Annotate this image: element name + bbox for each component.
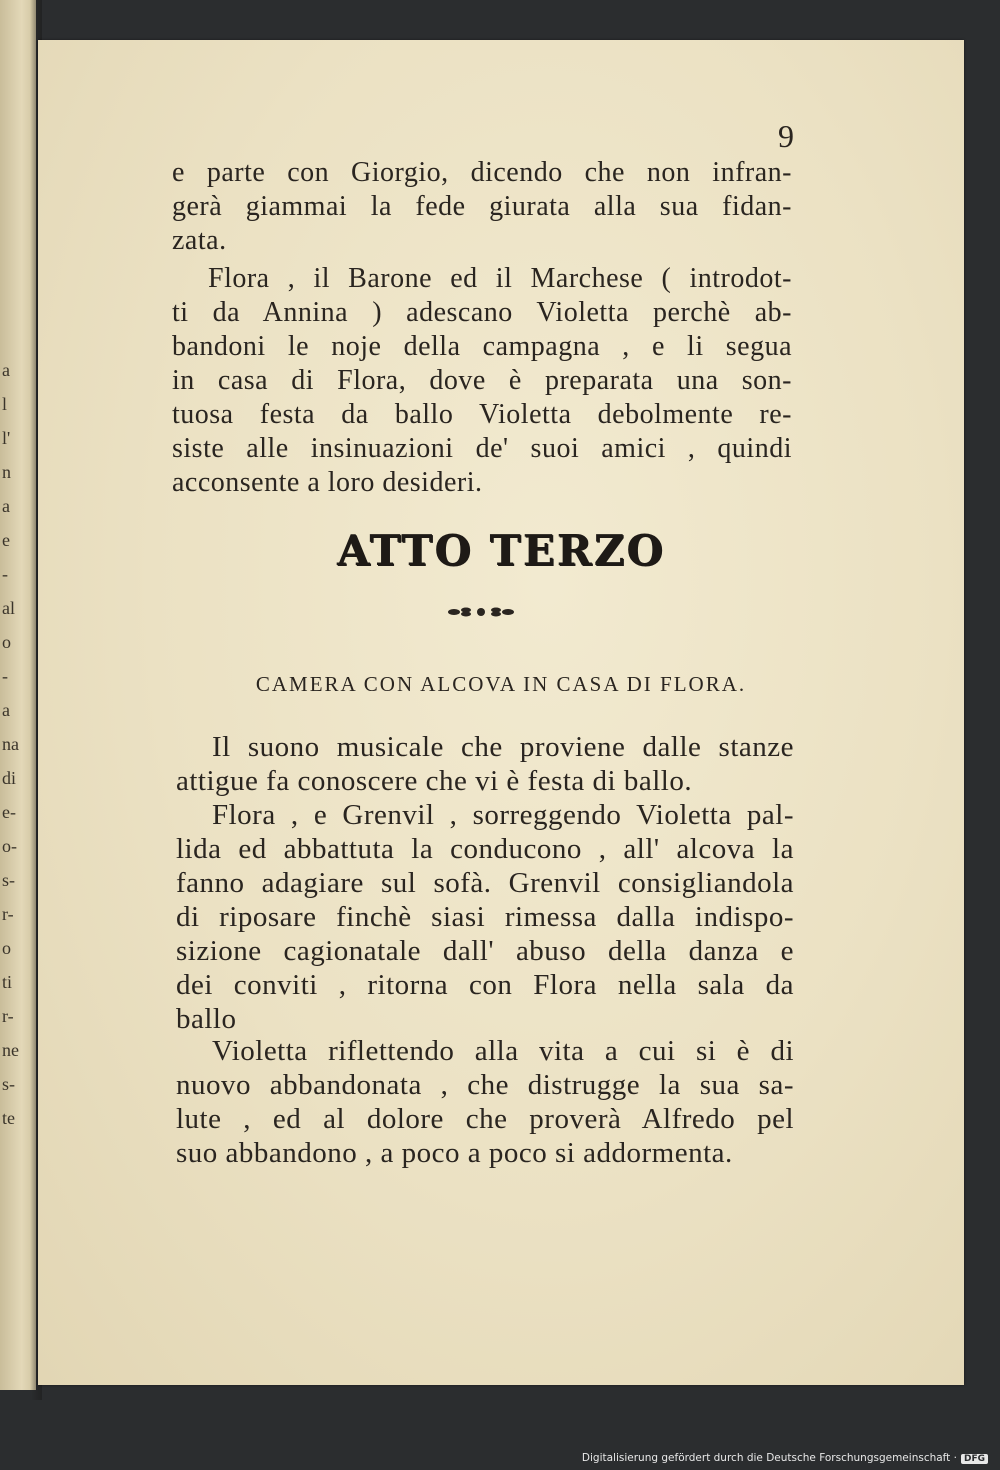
margin-fragment: r-	[2, 904, 14, 924]
margin-fragment: s-	[2, 870, 15, 890]
paragraph-violetta-sleeps	[176, 1034, 794, 1170]
margin-fragment: -	[2, 564, 8, 584]
text-line: Il suono musicale che proviene dalle stanze	[212, 731, 794, 763]
text-line: attigue fa conoscere che vi è festa di ballo.	[176, 765, 693, 797]
margin-fragment: -	[2, 666, 8, 686]
margin-fragment: a	[2, 360, 10, 380]
text-line: suo abbandono , a poco a poco si addormenta.	[176, 1137, 733, 1169]
credit-text: Digitalisierung gefördert durch die Deutsche Forschungsgemeinschaft ·	[581, 1452, 957, 1464]
margin-fragment: l'	[2, 428, 11, 448]
margin-fragment: r-	[2, 1006, 14, 1026]
text-line: in casa di Flora, dove è preparata una son-	[172, 365, 792, 396]
text-line: dei conviti , ritorna con Flora nella sala da	[176, 969, 794, 1001]
paragraph-flora-invitation	[172, 262, 792, 500]
margin-fragment: s-	[2, 1074, 15, 1094]
margin-fragment: e	[2, 530, 10, 550]
digitization-credit	[582, 1452, 988, 1464]
text-line: e parte con Giorgio, dicendo che non infran-	[172, 157, 792, 188]
margin-fragment: al	[2, 598, 15, 618]
margin-fragment: l	[2, 394, 8, 414]
margin-fragment: o	[2, 632, 11, 652]
page-number: 9	[778, 118, 794, 154]
scene-title: CAMERA CON ALCOVA IN CASA DI FLORA.	[255, 672, 747, 696]
text-line: Flora , il Barone ed il Marchese ( introdot-	[208, 263, 792, 294]
margin-fragment: ne	[2, 1040, 19, 1060]
paragraph-continuation	[172, 156, 792, 258]
text-line: zata.	[172, 225, 227, 256]
paragraph-music	[176, 730, 794, 798]
text-line: ballo	[176, 1003, 237, 1035]
margin-fragment: di	[2, 768, 17, 788]
margin-fragment: te	[2, 1108, 15, 1128]
text-line: ti da Annina ) adescano Violetta perchè ab-	[172, 297, 792, 328]
dfg-logo-icon: DFG	[961, 1454, 988, 1464]
text-line: tuosa festa da ballo Violetta debolmente re-	[172, 399, 792, 430]
margin-fragment: n	[2, 462, 11, 482]
text-line: lute , ed al dolore che proverà Alfredo pel	[176, 1103, 794, 1135]
margin-fragment: o	[2, 938, 11, 958]
text-line: fanno adagiare sul sofà. Grenvil consigliandola	[176, 867, 794, 899]
text-line: acconsente a loro desideri.	[172, 467, 483, 498]
text-line: sizione cagionatale dall' abuso della danza e	[176, 935, 794, 967]
text-line: di riposare finchè siasi rimessa dalla indispo-	[176, 901, 794, 933]
paragraph-grenvil	[176, 798, 794, 1036]
margin-fragment: e-	[2, 802, 16, 822]
text-line: Violetta riflettendo alla vita a cui si è di	[212, 1035, 794, 1067]
text-line: lida ed abbattuta la conducono , all' alcova la	[176, 833, 794, 865]
margin-fragment: a	[2, 496, 10, 516]
book-page	[38, 40, 964, 1385]
text-line: Flora , e Grenvil , sorreggendo Violetta pal-	[212, 799, 794, 831]
ornament-divider-icon	[446, 602, 516, 622]
text-line: siste alle insinuazioni de' suoi amici , quindi	[172, 433, 792, 464]
margin-fragment: o-	[2, 836, 17, 856]
margin-fragment: na	[2, 734, 19, 754]
text-line: gerà giammai la fede giurata alla sua fidan-	[172, 191, 792, 222]
margin-fragment: ti	[2, 972, 13, 992]
text-line: nuovo abbandonata , che distrugge la sua sa-	[176, 1069, 794, 1101]
act-title: ATTO TERZO	[337, 526, 665, 575]
margin-fragment: a	[2, 700, 10, 720]
text-line: bandoni le noje della campagna , e li segua	[172, 331, 792, 362]
